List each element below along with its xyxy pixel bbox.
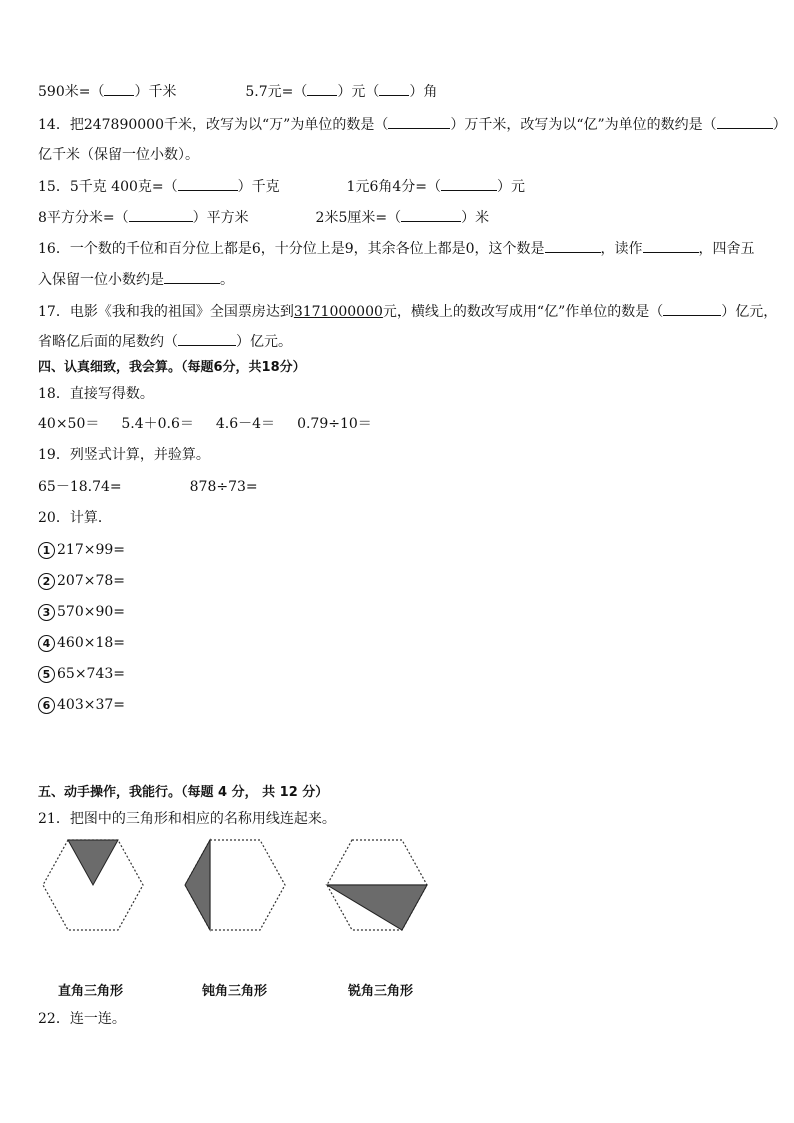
q20-title: 20．计算． xyxy=(38,510,112,526)
q20-item: 1 217×99= xyxy=(38,540,125,560)
answer-blank[interactable] xyxy=(379,81,409,96)
answer-blank[interactable] xyxy=(307,81,337,96)
q17-line2: 省略亿后面的尾数约（ ）亿元。 xyxy=(38,331,292,352)
section-5-heading: 五、动手操作，我能行。（每题 4 分， 共 12 分） xyxy=(38,785,329,800)
q18-item: 4.6－4＝ xyxy=(215,416,276,432)
q13-line: 590米=（ ）千米 5.7元=（ ）元（ ）角 xyxy=(38,81,437,102)
hexagon-figure-2 xyxy=(185,840,285,930)
answer-blank[interactable] xyxy=(643,238,699,253)
q20-item: 2 207×78= xyxy=(38,571,125,591)
q20-item: 4 460×18= xyxy=(38,633,125,653)
hexagon-figure-3 xyxy=(327,840,427,930)
circled-number: 4 xyxy=(38,635,55,652)
answer-blank[interactable] xyxy=(178,331,236,346)
shaded-triangle xyxy=(68,840,118,885)
q19-item: 65－18.74= xyxy=(38,479,122,495)
q19-title: 19．列竖式计算，并验算。 xyxy=(38,447,210,463)
q20-item: 3 570×90= xyxy=(38,602,125,622)
answer-blank[interactable] xyxy=(104,81,134,96)
answer-blank[interactable] xyxy=(717,114,773,129)
label-right-triangle: 直角三角形 xyxy=(58,984,124,999)
hexagon-figures xyxy=(0,830,794,940)
shaded-triangle xyxy=(185,840,210,930)
section-4-heading: 四、认真细致，我会算。（每题6分，共18分） xyxy=(38,360,306,375)
q22-title: 22．连一连。 xyxy=(38,1011,126,1027)
answer-blank[interactable] xyxy=(129,207,193,222)
q19-item: 878÷73= xyxy=(189,479,258,495)
label-acute-triangle: 锐角三角形 xyxy=(348,984,414,999)
q15-line1: 15．5千克 400克=（ ）千克 1元6角4分=（ ）元 xyxy=(38,176,525,197)
q18-item: 5.4＋0.6＝ xyxy=(121,416,194,432)
circled-number: 5 xyxy=(38,666,55,683)
q16-line2: 入保留一位小数约是 。 xyxy=(38,269,234,290)
q14-line2: 亿千米（保留一位小数）。 xyxy=(38,147,199,163)
answer-blank[interactable] xyxy=(401,207,461,222)
q15-line2: 8平方分米=（ ）平方米 2米5厘米=（ ）米 xyxy=(38,207,489,228)
q18-item: 40×50＝ xyxy=(38,416,100,432)
answer-blank[interactable] xyxy=(663,301,721,316)
circled-number: 6 xyxy=(38,697,55,714)
answer-blank[interactable] xyxy=(388,114,450,129)
q20-item: 5 65×743= xyxy=(38,664,125,684)
q18-title: 18．直接写得数。 xyxy=(38,386,154,402)
q20-item: 6 403×37= xyxy=(38,695,125,715)
q21-title: 21．把图中的三角形和相应的名称用线连起来。 xyxy=(38,811,336,827)
q18-items xyxy=(38,414,372,434)
answer-blank[interactable] xyxy=(441,176,497,191)
shaded-triangle xyxy=(327,885,427,930)
circled-number: 2 xyxy=(38,573,55,590)
answer-blank[interactable] xyxy=(164,269,220,284)
q16-line1: 16．一个数的千位和百分位上都是6，十分位上是9，其余各位上都是0，这个数是 ，读作 ，四舍五 xyxy=(38,238,755,259)
label-obtuse-triangle: 钝角三角形 xyxy=(202,984,268,999)
hexagon-figure-1 xyxy=(43,840,143,930)
circled-number: 1 xyxy=(38,542,55,559)
q18-item: 0.79÷10＝ xyxy=(297,416,372,432)
q17-line1: 17．电影《我和我的祖国》全国票房达到3171000000元，横线上的数改写成用“亿”作单位的数是（ ）亿元， xyxy=(38,301,777,322)
q14-line1: 14．把247890000千米，改写为以“万”为单位的数是（ ）万千米，改写为以“亿”为单位的数约是（ ） xyxy=(38,114,787,135)
answer-blank[interactable] xyxy=(545,238,601,253)
q19-items xyxy=(38,477,258,497)
circled-number: 3 xyxy=(38,604,55,621)
answer-blank[interactable] xyxy=(178,176,238,191)
